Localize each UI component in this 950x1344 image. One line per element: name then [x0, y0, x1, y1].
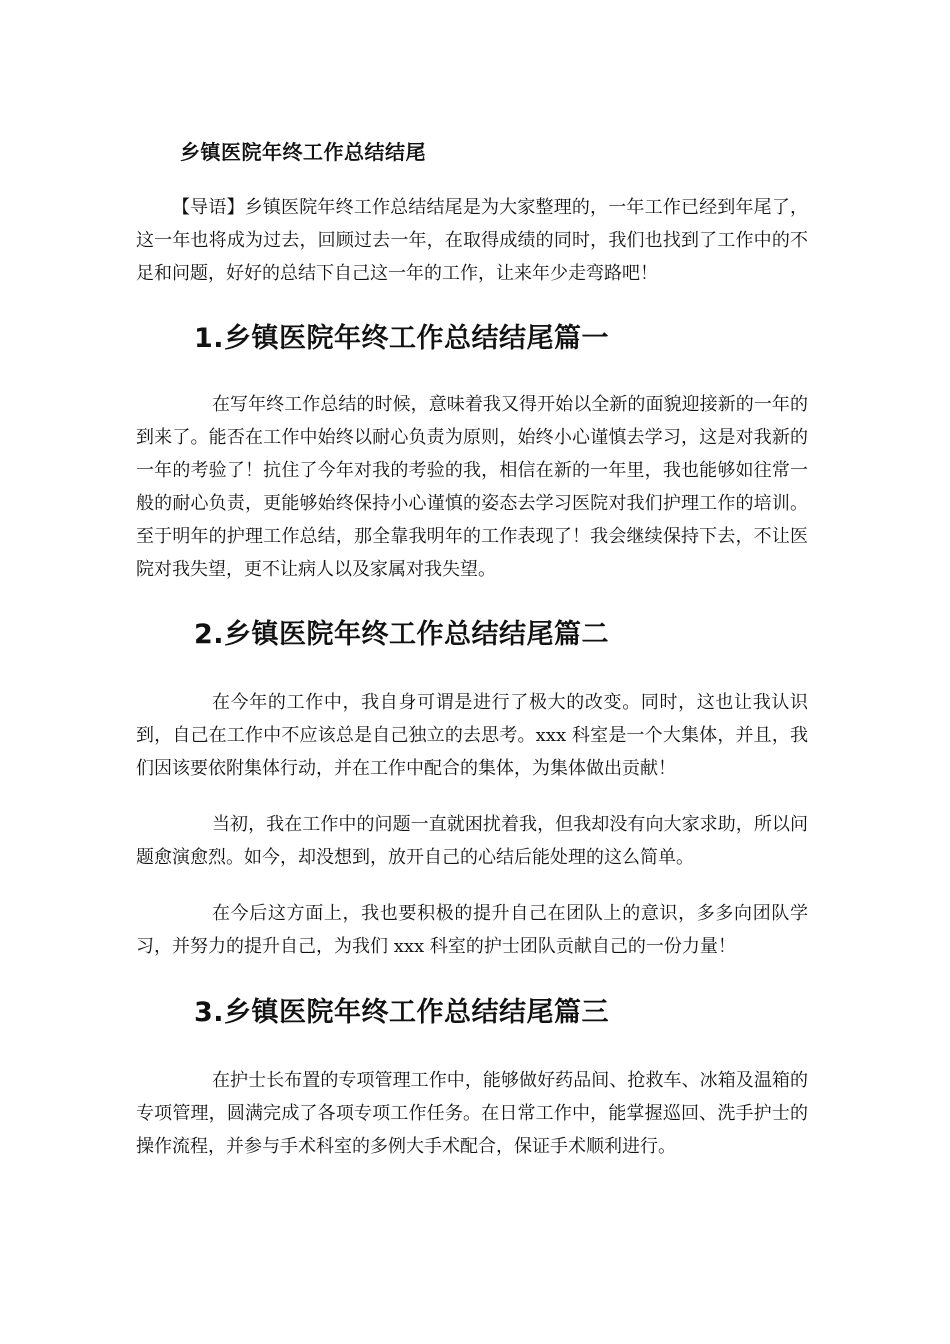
document-title: 乡镇医院年终工作总结结尾 [180, 140, 426, 164]
section-2-paragraph-3: 在今后这方面上，我也要积极的提升自己在团队上的意识，多多向团队学习，并努力的提升自己，为我们 xxx 科室的护士团队贡献自己的一份力量！ [136, 903, 808, 957]
section-3-paragraph-1: 在护士长布置的专项管理工作中，能够做好药品间、抢救车、冰箱及温箱的专项管理，圆满完成了各项专项工作任务。在日常工作中，能掌握巡回、洗手护士的操作流程，并参与手术科室的多例大手术配合，保证手术顺利进行。 [136, 1070, 808, 1157]
intro-paragraph: 【导语】乡镇医院年终工作总结结尾是为大家整理的，一年工作已经到年尾了，这一年也将成为过去，回顾过去一年，在取得成绩的同时，我们也找到了工作中的不足和问题，好好的总结下自己这一年的工作，让来年少走弯路吧！ [136, 197, 808, 284]
section-heading-1: 1.乡镇医院年终工作总结结尾篇一 [194, 323, 610, 354]
section-1-paragraph-1: 在写年终工作总结的时候，意味着我又得开始以全新的面貌迎接新的一年的到来了。能否在工作中始终以耐心负责为原则，始终小心谨慎去学习，这是对我新的一年的考验了！抗住了今年对我的考验的我，相信在新的一年里，我也能够如往常一般的耐心负责，更能够始终保持小心谨慎的姿态去学习医院对我们护理工作的培训。至于明年的护理工作总结，那全靠我明年的工作表现了！我会继续保持下去，不让医院对我失望，更不让病人以及家属对我失望。 [136, 394, 808, 580]
section-2-paragraph-2: 当初，我在工作中的问题一直就困扰着我，但我却没有向大家求助，所以问题愈演愈烈。如今，却没想到，放开自己的心结后能处理的这么简单。 [136, 814, 808, 868]
section-2-paragraph-1: 在今年的工作中，我自身可谓是进行了极大的改变。同时，这也让我认识到，自己在工作中不应该总是自己独立的去思考。xxx 科室是一个大集体，并且，我们因该要依附集体行动，并在工作中配合的集体，为集体做出贡献！ [136, 692, 808, 779]
section-heading-3: 3.乡镇医院年终工作总结结尾篇三 [194, 997, 610, 1028]
section-heading-2: 2.乡镇医院年终工作总结结尾篇二 [194, 619, 610, 650]
